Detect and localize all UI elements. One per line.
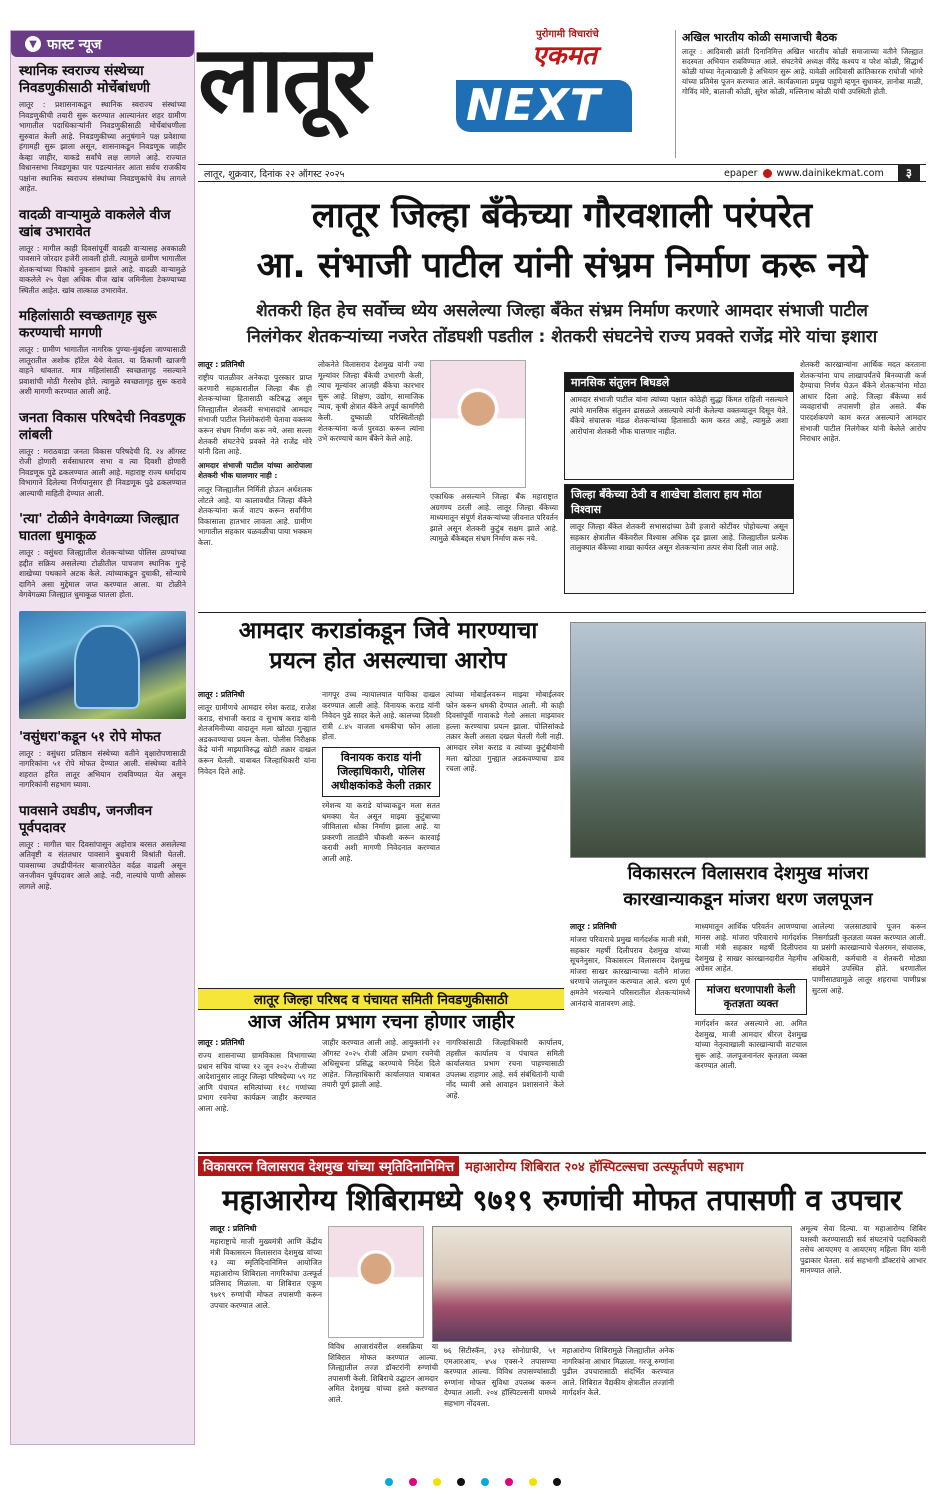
lead-right-column	[800, 360, 926, 445]
masthead-title: लातूर	[198, 25, 369, 133]
lead-column-1	[198, 360, 312, 549]
lead-col3-text: एकाधिक असल्याने जिल्हा बँक महाराष्ट्रात अग्रगण्य ठरली आहे. लातूर जिल्हा बँकेच्या माध्यमातून संपूर्ण शेतकऱ्यांच्या जीवनात परिवर्तन झाले असून शेतकरी कुटुंब सक्षम झाले आहे. त्यामुळे बँकेबद्दल संभ्रम निर्माण करू नये.	[430, 492, 558, 544]
bank-box-body: लातूर जिल्हा बँकेत शेतकरी सभासदांच्या ठेवी हजारो कोटींवर पोहोचल्या असून सहकार क्षेत्रातील बँकेवरील विश्वास अधिक दृढ झाला आहे. जिल्ह्यातील प्रत्येक तालुक्यात बँकेच्या शाखा कार्यरत असून शेतकऱ्यांना तत्पर सेवा दिली जात आहे.	[570, 522, 788, 553]
news-item	[11, 797, 194, 899]
news-item-body: लातूर : मागील चार दिवसांपासून अहोरात्र बरसत असलेल्या अतिवृष्टी व संततधार पावसाने बुधवारी विश्रांती घेतली. पावसाच्या उघडीपीनंतर बाजारपेठेत वर्दळ वाढली असून जनजीवन पूर्वपदावर आले आहे. नदी, नाल्यांचे पाणी ओसरू लागले आहे.	[19, 839, 186, 891]
health-byline: लातूर : प्रतिनिधी	[210, 1224, 257, 1233]
lead-subheadline-1: शेतकरी हित हेच सर्वोच्च ध्येय असलेल्या जिल्हा बँकेत संभ्रम निर्माण करणारे आमदार संभाजी पाटील	[256, 301, 868, 321]
manjara-column-1	[570, 922, 690, 1009]
news-item-title: वादळी वाऱ्यामुळे वाकलेले वीज खांब उभारावेत	[19, 206, 171, 240]
manjara-byline: लातूर : प्रतिनिधी	[570, 922, 617, 931]
bank-trust-box	[564, 484, 794, 594]
health-col3-text: ७६ सिटीस्कॅन, ३९३ सोनोग्राफी, ५१ एमआरआय, ४५४ एक्स-रे तपासण्या करण्यात आल्या. विविध तपासण्यांसाठी रुग्णांना मोफत सुविधा उपलब्ध करून देण्यात आली. २०४ हॉस्पिटल्सनी यामध्ये सहभाग नोंदवला.	[444, 1346, 556, 1408]
news-item-title: पावसाने उघडीप, जनजीवन पूर्वपदावर	[19, 802, 153, 836]
manjara-headline-1: विकासरत्न विलासराव देशमुख मांजरा	[627, 863, 869, 884]
lead-subheadline-2: निलंगेकर शेतकऱ्यांच्या नजरेत तोंडघशी पडतील : शेतकरी संघटनेचे राज्य प्रवक्ते राजेंद्र मोरे यांचा इशारा	[246, 327, 878, 347]
zp-col2-text: जाहीर करण्यात आली आहे. आयुक्तांनी २२ ऑगस्ट २०२५ रोजी अंतिम प्रभाग रचनेची अधिसूचना प्रसिद्ध करण्याचे निर्देश दिले आहेत. जिल्हाधिकारी कार्यालयात याबाबत तयारी पूर्ण झाली आहे.	[322, 1038, 440, 1090]
statue-photo	[19, 611, 186, 719]
health-col4-text: महाआरोग्य शिबिरामुळे जिल्ह्यातील अनेक नागरिकांना आधार मिळाला. गरजू रुग्णांना पुढील उपचारासाठी संदर्भित करण्यात आले. शिबिरात वैद्यकीय क्षेत्रातील तज्ज्ञांनी मार्गदर्शन केले.	[562, 1346, 674, 1398]
black-mark-icon	[553, 1478, 561, 1486]
manjara-col2-text: माध्यमातून आर्थिक परिवर्तन आणण्याचा मानस आहे. मांजरा परिवाराचे मार्गदर्शक माजी मंत्री सहकार महर्षी दिलीपराव देशमुख हे साखर कारखानदारीत नेहमीच अग्रेसर आहेत.	[695, 922, 807, 974]
health-camp-photo	[432, 1226, 792, 1342]
manjara-gratitude-box: मांजरा धरणापाशी केली कृतज्ञता व्यक्त	[695, 979, 807, 1015]
zp-column-1	[198, 1038, 316, 1115]
mental-balance-box	[564, 372, 794, 480]
fast-news-title: फास्ट न्यूज	[47, 36, 102, 53]
koli-title: अखिल भारतीय कोळी समाजाची बैठक	[682, 31, 837, 44]
karad-column-2	[322, 690, 440, 865]
divider	[198, 1152, 926, 1154]
lead-headline-1: लातूर जिल्हा बँकेच्या गौरवशाली परंपरेत	[311, 196, 813, 236]
zp-headline: आज अंतिम प्रभाग रचना होणार जाहीर	[247, 1011, 515, 1033]
news-item-body: लातूर : प्रशासनाकडून स्थानिक स्वराज्य संस्थांच्या निवडणुकीची तयारी सुरू करण्यात आल्यानंतर शहर ग्रामीण भागातील पदाधिकाऱ्यांनी निवडणुकीसाठी मोर्चेबांधणीला सुरुवात केली आहे. निवडणुकीच्या अनुषंगाने पक्ष प्रवेशाचा हंगामही सुरू झाला असून, शासनाकडून निवडणूक जाहीर केव्हा जाहीर, याकडे सर्वांचे लक्ष लागले आहे. राज्यात विधानसभा निवडणुका पार पडल्यानंतर आता सर्वच राजकीय पक्षांना स्थानिक स्वराज्य संस्थांच्या निवडणुकांचे वेध लागले आहेत.	[19, 100, 186, 193]
web-icon	[763, 169, 772, 178]
health-column-2	[328, 1342, 438, 1406]
news-item-title: स्थानिक स्वराज्य संस्थेच्या निवडणुकीसाठी मोर्चेबांधणी	[19, 63, 150, 96]
lead-col1-text-2: लातूर जिल्ह्यातील निर्मिती होऊन अर्धशतक लोटले आहे. या कालावधीत जिल्हा बँकेने शेतकऱ्यांना कर्ज वाटप करून सर्वांगीण विकासाला हातभार लावला आहे. ग्रामीण भागातील सहकार चळवळीचा पाया भक्कम केला.	[198, 484, 312, 547]
magenta-mark-icon	[505, 1478, 513, 1486]
zp-byline: लातूर : प्रतिनिधी	[198, 1038, 245, 1047]
news-item-body: लातूर : मराठवाडा जनता विकास परिषदेची दि. २४ ऑगस्ट रोजी होणारी सर्वसाधारण सभा व त्या दिवशी होणारी निवडणूक पुढे ढकलण्यात आली आहे. महाराष्ट्र राज्य धर्मादाय विभागाने दिलेल्या निर्णयानुसार ही निवडणूक पुढे ढकलण्यात आल्याची माहिती देण्यात आली.	[19, 446, 186, 498]
karad-col2b-text: रमेशन्य या कराडे यांच्याकडून मला सतत धमक्या येत असून माझ्या कुटुंबाच्या जीविताला धोका निर्माण झाला आहे. या प्रकरणी तातडीने चौकशी करून कारवाई करावी अशी मागणी निवेदनात करण्यात आली आहे.	[322, 800, 440, 863]
news-item-title: 'त्या' टोळीने वेगवेगळ्या जिल्ह्यात घातला धुमाकूळ	[19, 511, 179, 544]
health-camp-bar	[198, 1156, 926, 1176]
lead-col1-subhead: आमदार संभाजी पाटील यांच्या आरोपाला शेतकरी भीक घालणार नाही :	[198, 460, 312, 481]
health-bar-right: महाआरोग्य शिबिरात २०४ हॉस्पिटल्सचा उत्स्फूर्तपणे सहभाग	[465, 1160, 744, 1175]
news-item	[11, 57, 194, 201]
health-column-1	[210, 1224, 322, 1311]
news-item-body: लातूर : ग्रामीण भागातील नागरिक पुण्या-मुंबईला जाण्यासाठी लातूरातील अशोक हॉटेल येथे येतात. या ठिकाणी खाजगी वाहने थांबतात. मात्र महिलांसाठी स्वच्छतागृह नसल्याने प्रवाशांची मोठी गैरसोय होते. त्यामुळे स्वच्छतागृह सुरू करावे अशी मागणी करण्यात आली आहे.	[19, 345, 186, 396]
news-item-title: जनता विकास परिषदेची निवडणूक लांबली	[19, 409, 186, 443]
lead-byline: लातूर : प्रतिनिधी	[198, 360, 245, 369]
karad-column-1	[198, 690, 316, 777]
cyan-mark-icon	[385, 1478, 393, 1486]
fast-news-sidebar	[10, 30, 195, 1445]
manjara-column-3	[812, 922, 926, 996]
masthead-tagline: पुरोगामी विचारांचे	[536, 29, 599, 40]
cyan-mark-icon	[481, 1478, 489, 1486]
health-bar-left: विकासरत्न विलासराव देशमुख यांच्या स्मृतिदिनानिमित्त	[198, 1156, 459, 1176]
page-number: ३	[898, 165, 920, 181]
zp-col1-text: राज्य शासनाच्या ग्रामविकास विभागाच्या प्रधान सचिव यांच्या १२ जून २०२५ रोजीच्या आदेशानुसार लातूर जिल्हा परिषदेच्या ५९ गट आणि पंचायत समित्यांच्या ११८ गणांच्या प्रभाग रचनेचा कार्यक्रम जाहीर करण्यात आला आहे.	[198, 1051, 316, 1113]
news-item	[11, 723, 194, 797]
zp-column-3	[446, 1038, 564, 1102]
health-col2-text: विविध आजारांवरील शस्त्रक्रिया या शिबिरात मोफत करण्यात आल्या. जिल्ह्यातील तज्ज्ञ डॉक्टरांनी रुग्णांची तपासणी केली. शिबिराचे उद्घाटन आमदार अमित देशमुख यांच्या हस्ते करण्यात आले.	[328, 1342, 438, 1404]
zp-election-bar: लातूर जिल्हा परिषद व पंचायत समिती निवडणुकीसाठी	[198, 988, 564, 1010]
karad-col1-text: लातूर ग्रामीणचे आमदार रमेश कराड, राजेश कराड, संभाजी कराड व सुभाष कराड यांनी शेतजमिनीच्या वादातून मला खोट्या गुन्ह्यात अडकवण्याचा प्रयत्न केला. पोलीस निरीक्षक केंद्रे यांनी माझ्याविरुद्ध खोटी तक्रार दाखल करून घेतली. याबाबत जिल्हाधिकारी यांना निवेदन दिले आहे.	[198, 703, 316, 776]
news-item	[11, 201, 194, 303]
vilasrao-deshmukh-photo	[328, 1226, 424, 1338]
zp-col3-text: नागरिकांसाठी जिल्हाधिकारी कार्यालय, तहसील कार्यालय व पंचायत समिती कार्यालयात प्रभाग रचना पाहण्यासाठी उपलब्ध राहणार आहे. सर्व संबंधितांनी याची नोंद घ्यावी असे आवाहन प्रशासनाने केले आहे.	[446, 1038, 564, 1100]
news-item	[11, 404, 194, 506]
health-headline: महाआरोग्य शिबिरामध्ये ९७१९ रुग्णांची मोफत तपासणी व उपचार	[222, 1183, 902, 1217]
manjara-col3-text: आलेल्या जलसाठ्याचे पूजन करून निसर्गाप्रती कृतज्ञता व्यक्त करण्यात आली. या प्रसंगी कारखान्याचे चेअरमन, संचालक, अधिकारी, कर्मचारी व शेतकरी मोठ्या संख्येने उपस्थित होते. धरणातील पाणीसाठ्यामुळे लातूर शहराचा पाणीप्रश्न सुटला आहे.	[812, 922, 926, 995]
health-column-3	[444, 1346, 556, 1410]
koli-body: लातूर : आदिवासी क्रांती दिनानिमित्त अखिल भारतीय कोळी समाजाच्या वतीने जिल्ह्यात सदस्यता अभियान राबविण्यात आले. संघटनेचे अध्यक्ष वीरेंद्र कश्यप व परेश कोळी, सिद्धार्थ कोळी यांच्या नेतृत्वाखाली हे अभियान सुरू आहे. यावेळी आदिवासी क्रांतिकारक राघोजी भांगरे यांच्या प्रतिमेस पूजन करण्यात आले. कार्यक्रमाला प्रमुख पाहुणे म्हणून सुधाकर, ज्ञानोबा माळी, गोविंद मोरे, बालाजी कोळी, सुरेश कोळी, मल्लिनाथ कोळी यांची उपस्थिती होती.	[682, 47, 923, 96]
magenta-mark-icon	[409, 1478, 417, 1486]
karad-col3-text: त्यांच्या मोबाईलवरून माझ्या मोबाईलवर फोन करून धमकी देण्यात आली. मी काही दिवसांपूर्वी गावाकडे गेलो असता माझ्यावर हल्ला करण्याचा प्रयत्न झाला. पोलिसांकडे तक्रार केली असता दखल घेतली गेली नाही. आमदार रमेश कराड व त्यांच्या कुटुंबीयांनी मला खोट्या गुन्ह्यात अडकवण्याचा डाव रचला आहे.	[446, 690, 564, 774]
news-item-body: लातूर : वसुंधरा जिल्ह्यातील शेतकऱ्यांच्या पोलिस ठाण्यांच्या हद्दीत सक्रिय असलेल्या टोळीतील पाचजण स्थानिक गुन्हे शाखेच्या पथकाने अटक केले. त्यांच्याकडून दुचाकी, सोन्याचे दागिने असा मुद्देमाल जप्त करण्यात आला. या टोळीने वेगवेगळ्या जिल्ह्यात धुमाकूळ घातला होता.	[19, 548, 186, 599]
rajendra-more-photo	[430, 360, 526, 488]
news-item-body: लातूर : वसुंधरा प्रतिष्ठान संस्थेच्या वतीने वृक्षारोपणासाठी नागरिकांना ५१ रोपे मोफत देण्यात आली. संस्थेच्या वतीने शहरात हरित लातूर अभियान राबविण्यात येत असून नागरिकांनी सहभाग घ्यावा.	[19, 748, 186, 789]
fast-news-header	[11, 31, 194, 57]
divider	[198, 612, 926, 613]
news-item-body: लातूर : मागील काही दिवसांपूर्वी वादळी वाऱ्यासह अवकाळी पावसाने जोरदार हजेरी लावली होती. त्यामुळे ग्रामीण भागातील शेतकऱ्यांच्या पिकांचे नुकसान झाले आहे. वादळी वाऱ्यामुळे वाकलेले २५ पेक्षा अधिक वीज खांब जमिनीला टेकण्याच्या स्थितीत आहेत. खांब तात्काळ उभारावेत.	[19, 243, 186, 295]
epaper-label: epaper	[724, 167, 758, 179]
issue-date: लातूर, शुक्रवार, दिनांक २२ ऑगस्ट २०२५	[204, 168, 345, 180]
print-registration-marks	[0, 1478, 945, 1492]
lead-right-text: शेतकरी कारखान्यांना आर्थिक मदत करताना शेतकऱ्यांना पाच लाखापर्यंतचे बिनव्याजी कर्ज देण्याचा निर्णय घेऊन बँकेने शेतकऱ्यांना मोठा आधार दिला आहे. जिल्हा बँकेच्या सर्व व्यवहारांची तपासणी होत असते. बँक पारदर्शकपणे काम करत असल्याने आमदार संभाजी पाटील निलंगेकर यांनी केलेले आरोप निराधार आहेत.	[800, 360, 926, 444]
ekmat-logo: एकमत	[532, 41, 597, 71]
lead-col2-text: लोकनेते विलासराव देशमुख यांनी ज्या मूल्यांवर जिल्हा बँकेची उभारणी केली, त्याच मूल्यांवर आजही बँकेचा कारभार सुरू आहे. शिक्षण, उद्योग, सामाजिक न्याय, कृषी क्षेत्रात बँकेने अपूर्व कामगिरी केली. दुष्काळी परिस्थितीतही शेतकऱ्यांना कर्ज पुरवठा करून त्यांना उभे करण्याचे काम बँकेने केले आहे.	[318, 360, 424, 444]
koli-samaj-news	[675, 30, 923, 158]
mental-box-body: आमदार संभाजी पाटील यांना त्यांच्या पक्षात कोठेही सुद्धा किंमत राहिली नसल्याने त्यांचे मानसिक संतुलन ढासळले असल्याचे त्यांनी केलेल्या वक्तव्यातून दिसून येते. बँकेचे संचालक मंडळ शेतकऱ्यांच्या हितासाठी काम करत आहे, त्यामुळे अशा आरोपांना शेतकरी भीक घालणार नाहीत.	[570, 395, 788, 436]
lead-column-2	[318, 360, 424, 445]
yellow-mark-icon	[433, 1478, 441, 1486]
news-item-title: 'वसुंधरा'कडून ५१ रोपे मोफत	[19, 728, 161, 745]
manjara-column-2	[695, 922, 807, 1072]
manjara-dam-photo	[570, 622, 926, 858]
website-link[interactable]: www.dainikekmat.com	[776, 167, 884, 179]
health-column-5	[800, 1224, 926, 1277]
health-column-4	[562, 1346, 674, 1399]
karad-col2-text: नागपूर उच्च न्यायालयात याचिका दाखल करण्यात आली आहे. विनायक कराड यांनी निवेदन पुढे सादर केले आहे. कालच्या दिवशी रात्री ८.४५ वाजता धमकीचा फोन आला होता.	[322, 690, 440, 742]
lead-col1-text: राष्ट्रीय पातळीवर अनेकदा पुरस्कार प्राप्त करणारी सहकारातील जिल्हा बँक ही शेतकऱ्यांच्या हितासाठी कटिबद्ध असून जिल्ह्यातील शेतकरी सभासदांचे आमदार संभाजी पाटील निलंगेकरांनी चेतावा वक्तव्य करून संभ्रम निर्माण करू नये. असा सल्ला शेतकरी संघटनेचे प्रवक्ते नेते राजेंद्र मोरे यांनी दिला आहे.	[198, 373, 312, 457]
lead-column-3	[430, 492, 558, 545]
zp-column-2	[322, 1038, 440, 1091]
health-col5-text: अमूल्य सेवा दिल्या. या महाआरोग्य शिबिर यशस्वी करण्यासाठी सर्व संघटनांचे पदाधिकारी तसेच आयएमए व आयएमए महिला विंग यांनी पुढाकार घेतला. सर्व सहभागी डॉक्टरांचे आभार मानण्यात आले.	[800, 1224, 926, 1276]
manjara-headline-2: कारखान्याकडून मांजरा धरण जलपूजन	[623, 889, 873, 910]
mental-box-title: मानसिक संतुलन बिघडले	[565, 373, 793, 392]
dateline-bar	[198, 164, 926, 182]
next-logo: NEXT	[456, 80, 632, 132]
lead-headline-2: आ. संभाजी पाटील यांनी संभ्रम निर्माण करू नये	[256, 246, 868, 286]
karad-complaint-box: विनायक कराड यांनी जिल्हाधिकारी, पोलिस अधीक्षकांकडे केली तक्रार	[322, 747, 440, 797]
news-item-title: महिलांसाठी स्वच्छतागृह सुरू करण्याची मागणी	[19, 308, 157, 341]
news-item	[11, 505, 194, 607]
karad-headline-1: आमदार कराडांकडून जिवे मारण्याचा	[238, 618, 538, 644]
bank-box-title: जिल्हा बँकेच्या ठेवी व शाखेचा डोलारा हाय मोठा विश्वास	[565, 485, 793, 519]
news-item	[11, 302, 194, 404]
manjara-col2b-text: मार्गदर्शन करत असल्याने आ. अमित देशमुख, माजी आमदार धीरज देशमुख यांच्या नेतृत्वाखाली कारखान्याची वाटचाल सुरू आहे. जलपूजनानंतर कृतज्ञता व्यक्त करण्यात आली.	[695, 1018, 807, 1071]
karad-column-3	[446, 690, 564, 775]
yellow-mark-icon	[529, 1478, 537, 1486]
karad-headline-2: प्रयत्न होत असल्याचा आरोप	[269, 648, 507, 674]
karad-byline: लातूर : प्रतिनिधी	[198, 690, 245, 699]
black-mark-icon	[457, 1478, 465, 1486]
manjara-col1-text: मांजरा परिवाराचे प्रमुख मार्गदर्शक माजी मंत्री, सहकार महर्षी दिलीपराव देशमुख यांच्या सूचनेनुसार, विकासरत्न विलासराव देशमुख मांजरा साखर कारखान्याच्या वतीने मांजरा धरणाचे जलपूजन करण्यात आले. धरण पूर्ण क्षमतेने भरल्याने परिसरातील शेतकऱ्यांमध्ये आनंदाचे वातावरण आहे.	[570, 935, 690, 1008]
chevron-down-icon: ▼	[25, 36, 41, 52]
health-col1-text: महाराष्ट्राचे माजी मुख्यमंत्री आणि केंद्रीय मंत्री विकासरत्न विलासराव देशमुख यांच्या १३ व्या स्मृतिदिनानिमित्त आयोजित महाआरोग्य शिबिराला नागरिकांचा उत्स्फूर्त प्रतिसाद मिळाला. या शिबिरात एकूण ९७१९ रुग्णांची मोफत तपासणी करून उपचार करण्यात आले.	[210, 1237, 322, 1310]
